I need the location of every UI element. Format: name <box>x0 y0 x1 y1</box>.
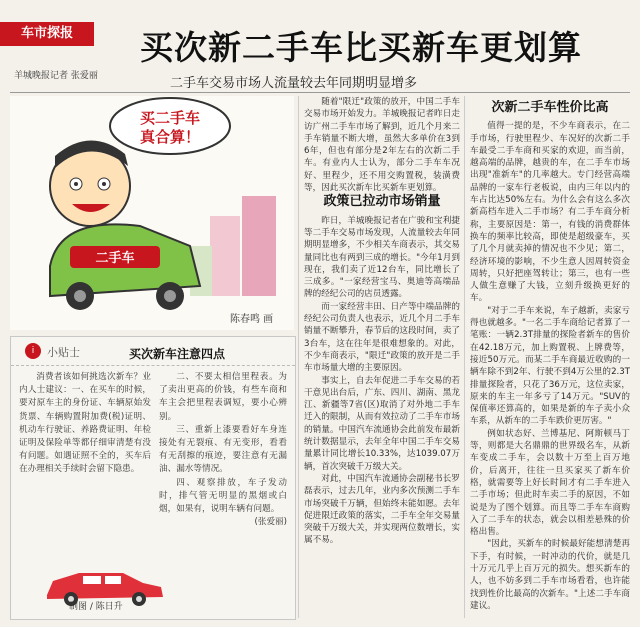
illustration-credit: 陈春鸣 画 <box>230 314 274 325</box>
tips-label: 小贴士 <box>47 346 80 359</box>
paragraph: "对于二手车来说，车子越新，卖家亏得也就越多。"一名二手车商给记者算了一笔账：一辆2.3T排量的探险者新车的售价在42.18万元，加上购置税、上牌费等，接近50万元。而某二手车商最近收购的一辆车除不到2年、行驶不到4万公里的2.3T排量探险者，只花了36万元，这位卖家，原来的车主一年多亏了14万元。"SUV的保值率还算高的，如果是新的车子卖小众车系，从新车的二手车跌价更厉害。" <box>470 305 630 427</box>
section-tag: 车市探报 <box>0 22 94 46</box>
cartoon-svg <box>10 96 294 330</box>
tips-column-1 <box>19 371 151 561</box>
info-icon: i <box>25 343 41 359</box>
tips-column-2 <box>159 371 287 611</box>
headline: 买次新二手车比买新车更划算 <box>140 28 582 67</box>
article-column-3 <box>470 100 630 618</box>
tips-title: 买次新车注意四点 <box>129 347 226 361</box>
cartoon-illustration <box>10 96 294 330</box>
paragraph: 而一家经营丰田、日产等中端品牌的经纪公司负责人也表示，近几个月二手车销量不断攀升，春节后的这段时间，卖了3台车，这在往年是很难想象的。对此，不少车商表示，"限迁"政策的放开是二手车市场量大增的主要原因。 <box>304 301 460 374</box>
bubble-text-line1: 买二手车 <box>139 109 201 127</box>
paragraph: 例如状态好、兰博基尼、阿斯顿马丁等，则都是大名鼎鼎的世界级名车，从新车变成二手车，会以数十万至上百万地价，后离开，往往一旦买家买了新车价格，就需要等上好长时间才有二手车进入二手市场；但此时车卖二手的原因，不如说是为了图个划算。而且等二手车车商购入了二手车的状态，就会以相差悬殊的价格出售。 <box>470 428 630 538</box>
subtitle: 二手车交易市场人流量较去年同期明显增多 <box>170 76 418 91</box>
tips-author: (张爱丽) <box>254 517 287 528</box>
tips-header <box>11 337 295 366</box>
paragraph: "因此，买新车的时候最好能想清楚再下手，有时候，一时冲动的代价，就是几十万元几乎上百万元的损失。想买新车的人，也不妨多到二手车市场看看，也许能找到性价比最高的次新车。"上述二手车商建议。 <box>470 539 630 611</box>
tips-box <box>10 336 296 620</box>
header-divider <box>10 92 630 93</box>
paragraph: 消费者该如何挑选次新车？业内人士建议：一、在买车的时候，要对原车主的身份证、车辆原始发货票、车辆购置附加费(税)证明、机动车行驶证、养路费证明、年检证明及保险单等都仔细审清楚有没有问题。如遇证照不全的，买车后在办理相关手续时会留下隐患。 <box>19 372 151 475</box>
paragraph: 对此，中国汽车流通协会副秘书长罗磊表示，过去几年，业内多次预测二手车市场突破千万辆，但始终未能如愿。去年促进限迁政策的落实，二手车全年交易量突破千万级大关，并实现两位数增长，实属不易。 <box>304 473 460 546</box>
paragraph: 四、观察排放，车子发动时，排气管无明显的黑烟或白烟，如果有，说明车辆有问题。 <box>159 477 287 515</box>
paragraph: 事实上，自去年促进二手车交易的若干意见出台后，广东、四川、湖南、黑龙江、新疆等7省(区)取消了对外地二手车迁入的限制，从而有效拉动了二手车市场的销量。中国汽车流通协会此前发布最新统计数据显示，去年全年中国二手车交易量累计同比增长10.33%，达1039.07万辆，首次突破千万级大关。 <box>304 375 460 472</box>
paragraph: 随着"限迁"政策的放开，中国二手车交易市场开始发力。羊城晚报记者昨日走访广州二手车市场了解到，近几个月来二手车销量不断大增，虽然大多单价在3到6年，但也有部分是2年左右的次新二手车。有业内人士认为，部分二手车车况好、里程少，还不用交购置税，装潢费等，因此买次新车比买新车更划算。 <box>304 97 460 194</box>
section-heading: 次新二手车性价比高 <box>491 100 609 115</box>
column-divider <box>298 96 299 618</box>
article-column-2 <box>304 96 460 618</box>
column-divider <box>464 96 465 618</box>
graphic-credit: 制图 / 陈日升 <box>69 602 123 612</box>
paragraph: 三、重新上漆要看好车身连接处有无裂痕、有无变形，看看有无刮擦的痕迹，要注意有无漏油、漏水等情况。 <box>159 424 287 475</box>
reporter-byline: 羊城晚报记者 张爱丽 <box>14 71 98 81</box>
paragraph: 昨日，羊城晚报记者在广骏和宝利捷等二手车交易市场发现，人流量较去年同期明显增多，不少相关车商表示，其交易量同比也有两到三成的增长。"今年1月到现在，我们卖了近12台车，同比增长了三成多。"一家经营宝马、奥迪等高端品牌的经纪公司的店员透露。 <box>304 215 460 300</box>
paragraph: 二、不要太相信里程表。为了卖出更高的价钱，有些车商和车主会把里程表调短，要小心辨别。 <box>159 372 287 422</box>
section-heading: 政策已拉动市场销量 <box>323 194 441 210</box>
car-text: 二手车 <box>95 251 135 266</box>
paragraph: 值得一提的是，不少车商表示，在二手市场，行驶里程少、车况好的次新二手车最受二手车商和买家的欢迎，而当前，越高端的品牌，越贵的车，在二手车市场出现"准新车"的几率越大。专门经营高端品牌的一家车行老板说，由内三年以内的车占比达50%左右。为什么会有这么多次新高档车进入二手市场？有二手车商分析称，主要原因是：第一，有钱的消费群体换车的频率比较高，即使是超级豪车，买了几个月就卖掉的情况也不少见；第二，经济环境的影响，不少生意人因周转资金周转，只好把座驾转让；第三，也有一些人做生意赚了大钱，立刻升级换更好的车。 <box>470 121 630 304</box>
bubble-text-line2: 真合算！ <box>139 128 201 146</box>
